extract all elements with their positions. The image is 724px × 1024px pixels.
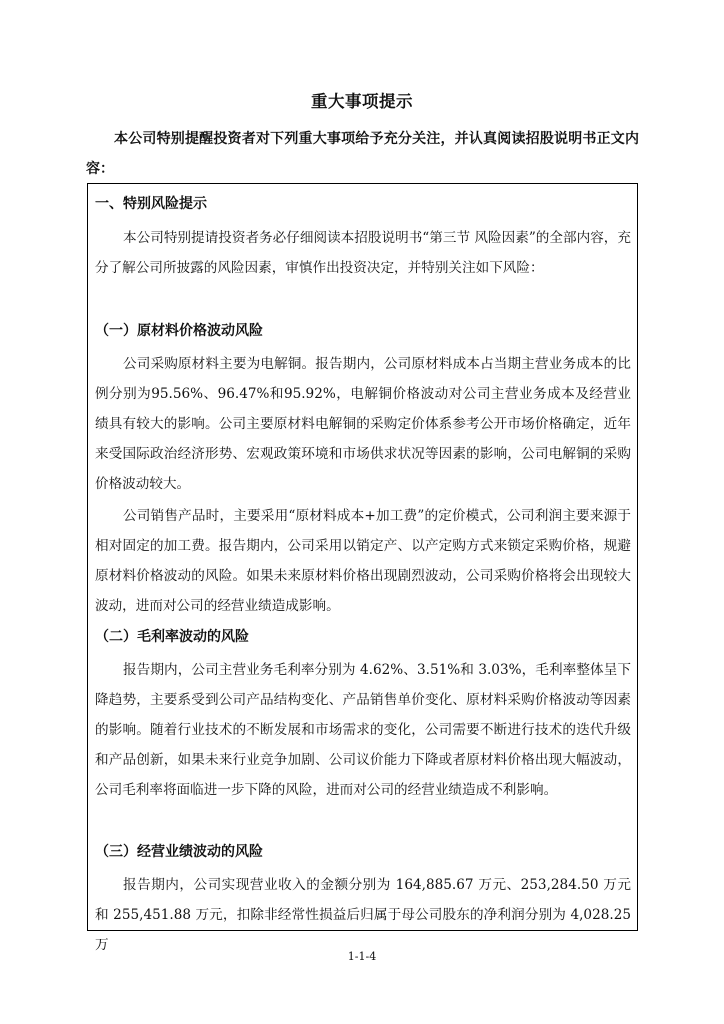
risk-box (87, 183, 638, 953)
heading-gross-margin-risk: （二）毛利率波动的风险 (95, 629, 249, 645)
intro-paragraph: 本公司特别提醒投资者对下列重大事项给予充分关注，并认真阅读招股说明书正文内容： (86, 131, 639, 177)
raw-material-risk-paragraph-1: 公司采购原材料主要为电解铜。报告期内，公司原材料成本占当期主营业务成本的比例分别为95.56%、96.47%和95.92%，电解铜价格波动对公司主营业务成本及经营业绩具有较大的影响。公司主要原材料电解铜的采购定价体系参考公开市场价格确定，近年来受国际政治经济形势、宏观政策环境和市场供求状况等因素的影响，公司电解铜的采购价格波动较大。 (95, 356, 631, 492)
section-intro-paragraph: 本公司特别提请投资者务必仔细阅读本招股说明书“第三节 风险因素”的全部内容，充分了解公司所披露的风险因素，审慎作出投资决定，并特别关注如下风险： (95, 230, 631, 276)
page-title: 重大事项提示 (311, 92, 413, 111)
gross-margin-risk-paragraph: 报告期内，公司主营业务毛利率分别为 4.62%、3.51%和 3.03%，毛利率整体呈下降趋势，主要系受到公司产品结构变化、产品销售单价变化、原材料采购价格波动等因素的影响。随着行业技术的不断发展和市场需求的变化，公司需要不断进行技术的迭代升级和产品创新，如果未来行业竞争加剧、公司议价能力下降或者原材料价格出现大幅波动，公司毛利率将面临进一步下降的风险，进而对公司的经营业绩造成不利影响。 (95, 662, 631, 798)
raw-material-risk-paragraph-2: 公司销售产品时，主要采用“原材料成本+加工费”的定价模式，公司利润主要来源于相对固定的加工费。报告期内，公司采用以销定产、以产定购方式来锁定采购价格，规避原材料价格波动的风险。如果未来原材料价格出现剧烈波动，公司采购价格将会出现较大波动，进而对公司的经营业绩造成影响。 (95, 508, 631, 614)
heading-operating-results-risk: （三）经营业绩波动的风险 (95, 844, 263, 860)
heading-raw-material-risk: （一）原材料价格波动风险 (95, 323, 263, 339)
page-number: 1-1-4 (347, 950, 377, 963)
operating-results-risk-paragraph: 报告期内，公司实现营业收入的金额分别为 164,885.67 万元、253,284.50 万元和 255,451.88 万元，扣除非经常性损益后归属于母公司股东的净利润分别为 4,028.25 万 (95, 877, 631, 953)
section-heading-special-risk: 一、特别风险提示 (95, 196, 207, 212)
